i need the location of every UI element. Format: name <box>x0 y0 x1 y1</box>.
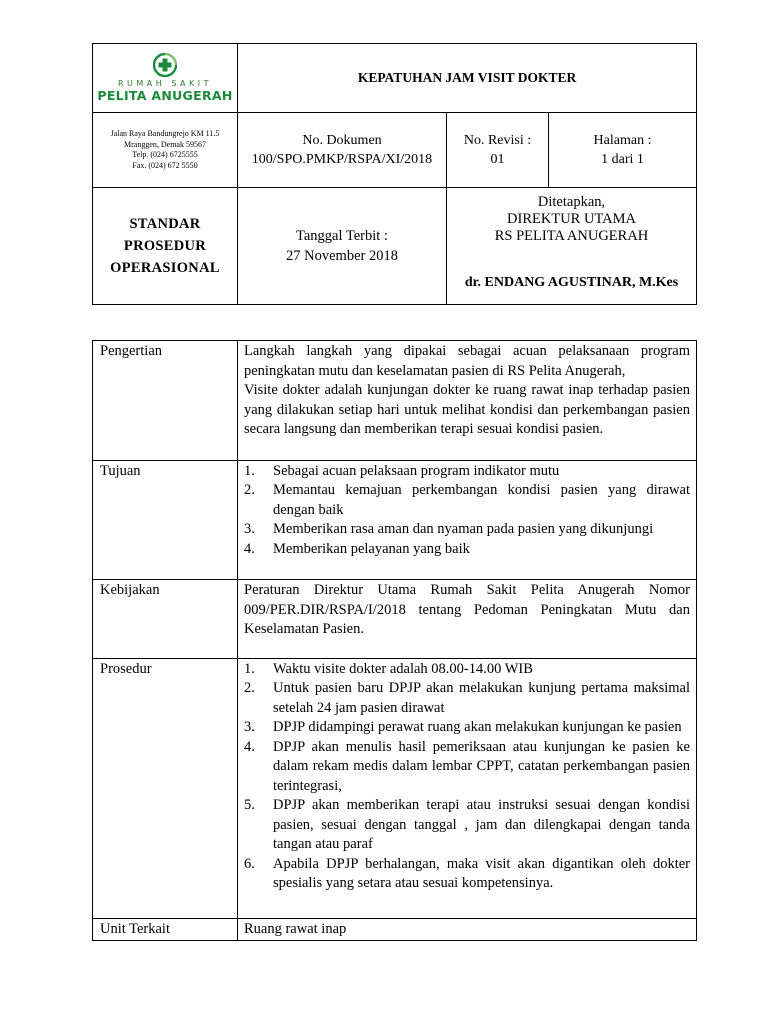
fax-line: Fax. (024) 672 5550 <box>132 160 198 170</box>
approval-label: Ditetapkan, <box>537 194 606 210</box>
document-number-label: No. Dokumen <box>302 133 382 148</box>
paragraph: Langkah langkah yang dipakai sebagai acuan pelaksanaan program peningkatan mutu dan keselamatan pasien di RS Pelita Anugerah, <box>244 343 690 379</box>
list-number: 6. <box>244 855 255 872</box>
numbered-list <box>244 660 690 894</box>
list-number: 2. <box>244 680 255 696</box>
address-line: Jalan Raya Bandungrejo KM 11.5 <box>110 129 220 138</box>
hospital-logo <box>93 53 237 103</box>
paragraph: Peraturan Direktur Utama Rumah Sakit Pelita Anugerah Nomor 009/PER.DIR/RSPA/I/2018 tentang Pedoman Peningkatan Mutu dan Keselamatan Pasien. <box>244 582 690 637</box>
document-number-value: 100/SPO.PMKP/RSPA/XI/2018 <box>251 152 433 167</box>
list-item <box>244 855 690 894</box>
logo-name: PELITA ANUGERAH <box>97 88 233 103</box>
list-text: Untuk pasien baru DPJP akan melakukan kunjung pertama maksimal setelah 24 jam pasien dirawat <box>273 680 690 716</box>
section-content <box>238 658 697 918</box>
sop-label-line: STANDAR <box>129 216 201 232</box>
hospital-cross-icon <box>153 53 177 77</box>
list-item <box>244 540 690 560</box>
list-text: Sebagai acuan pelaksaan program indikator mutu <box>273 462 560 479</box>
list-number: 3. <box>244 719 255 735</box>
revision-value: 01 <box>490 152 505 167</box>
approval-cell <box>447 188 697 305</box>
hospital-address <box>93 113 238 188</box>
document-number-cell <box>238 113 447 188</box>
issue-date-value: 27 November 2018 <box>286 248 398 264</box>
list-number: 4. <box>244 738 255 755</box>
section-label: Prosedur <box>93 658 238 918</box>
list-text: Waktu visite dokter adalah 08.00-14.00 WIB <box>273 660 533 677</box>
list-number: 1. <box>244 660 255 677</box>
page-label: Halaman : <box>593 133 652 148</box>
page-cell <box>549 113 697 188</box>
list-item <box>244 660 690 680</box>
section-label: Unit Terkait <box>93 918 238 941</box>
list-text: DPJP didampingi perawat ruang akan melakukan kunjungan ke pasien <box>273 719 682 735</box>
list-item <box>244 738 690 797</box>
list-text: DPJP akan menulis hasil pemeriksaan atau kunjungan ke pasien ke dalam rekam medis dalam lembar CPPT, catatan perkembangan pasien terintegrasi, <box>273 738 690 794</box>
list-number: 4. <box>244 540 255 557</box>
sop-content-table <box>92 340 697 941</box>
numbered-list <box>244 462 690 560</box>
section-content <box>238 341 697 461</box>
list-item <box>244 481 690 520</box>
address-line: Mranggen, Demak 59567 <box>124 139 206 149</box>
list-item <box>244 462 690 482</box>
section-row-prosedur <box>93 658 697 918</box>
document-title: KEPATUHAN JAM VISIT DOKTER <box>238 44 697 113</box>
list-number: 5. <box>244 797 255 813</box>
list-number: 1. <box>244 462 255 479</box>
page-value: 1 dari 1 <box>601 152 644 167</box>
section-content: Ruang rawat inap <box>238 918 697 941</box>
section-row-kebijakan <box>93 580 697 659</box>
sop-header-table <box>92 43 697 305</box>
approver-institution: RS PELITA ANUGERAH <box>494 228 649 244</box>
paragraph: Visite dokter adalah kunjungan dokter ke ruang rawat inap terhadap pasien yang dilakukan setiap hari untuk melihat kondisi dan perkembangan pasien secara langsung dan memberikan terapi sesuai kondisi pasien. <box>244 382 690 437</box>
section-label: Kebijakan <box>93 580 238 659</box>
sop-label-cell <box>93 188 238 305</box>
logo-cell <box>93 44 238 113</box>
list-item <box>244 718 690 738</box>
list-text: DPJP akan memberikan terapi atau instruksi sesuai dengan kondisi pasien, sesuai dengan tanggal , jam dan dilengkapai dengan tanda tangan atau paraf <box>273 797 690 852</box>
section-row-tujuan <box>93 460 697 580</box>
list-text: Memberikan pelayanan yang baik <box>273 540 470 557</box>
section-content <box>238 460 697 580</box>
sop-label-line: OPERASIONAL <box>110 260 220 276</box>
section-row-pengertian <box>93 341 697 461</box>
list-number: 3. <box>244 521 255 537</box>
list-item <box>244 796 690 855</box>
section-label: Pengertian <box>93 341 238 461</box>
phone-line: Telp. (024) 6725555 <box>132 150 198 159</box>
issue-date-cell <box>238 188 447 305</box>
list-item <box>244 520 690 540</box>
sop-label-line: PROSEDUR <box>123 238 207 254</box>
logo-subtitle: RUMAH SAKIT <box>117 79 213 88</box>
list-text: Apabila DPJP berhalangan, maka visit akan digantikan oleh dokter spesialis yang setara atau sesuai kompetensinya. <box>273 855 690 891</box>
list-number: 2. <box>244 482 255 498</box>
revision-cell <box>447 113 549 188</box>
issue-date-label: Tanggal Terbit : <box>296 228 388 244</box>
list-text: Memantau kemajuan perkembangan kondisi pasien yang dirawat dengan baik <box>273 482 690 518</box>
revision-label: No. Revisi : <box>463 133 532 148</box>
section-row-unit-terkait <box>93 918 697 941</box>
list-item <box>244 679 690 718</box>
section-content <box>238 580 697 659</box>
approver-name: dr. ENDANG AGUSTINAR, M.Kes <box>464 275 679 290</box>
approver-title: DIREKTUR UTAMA <box>507 211 636 227</box>
section-label: Tujuan <box>93 460 238 580</box>
list-text: Memberikan rasa aman dan nyaman pada pasien yang dikunjungi <box>273 521 654 537</box>
